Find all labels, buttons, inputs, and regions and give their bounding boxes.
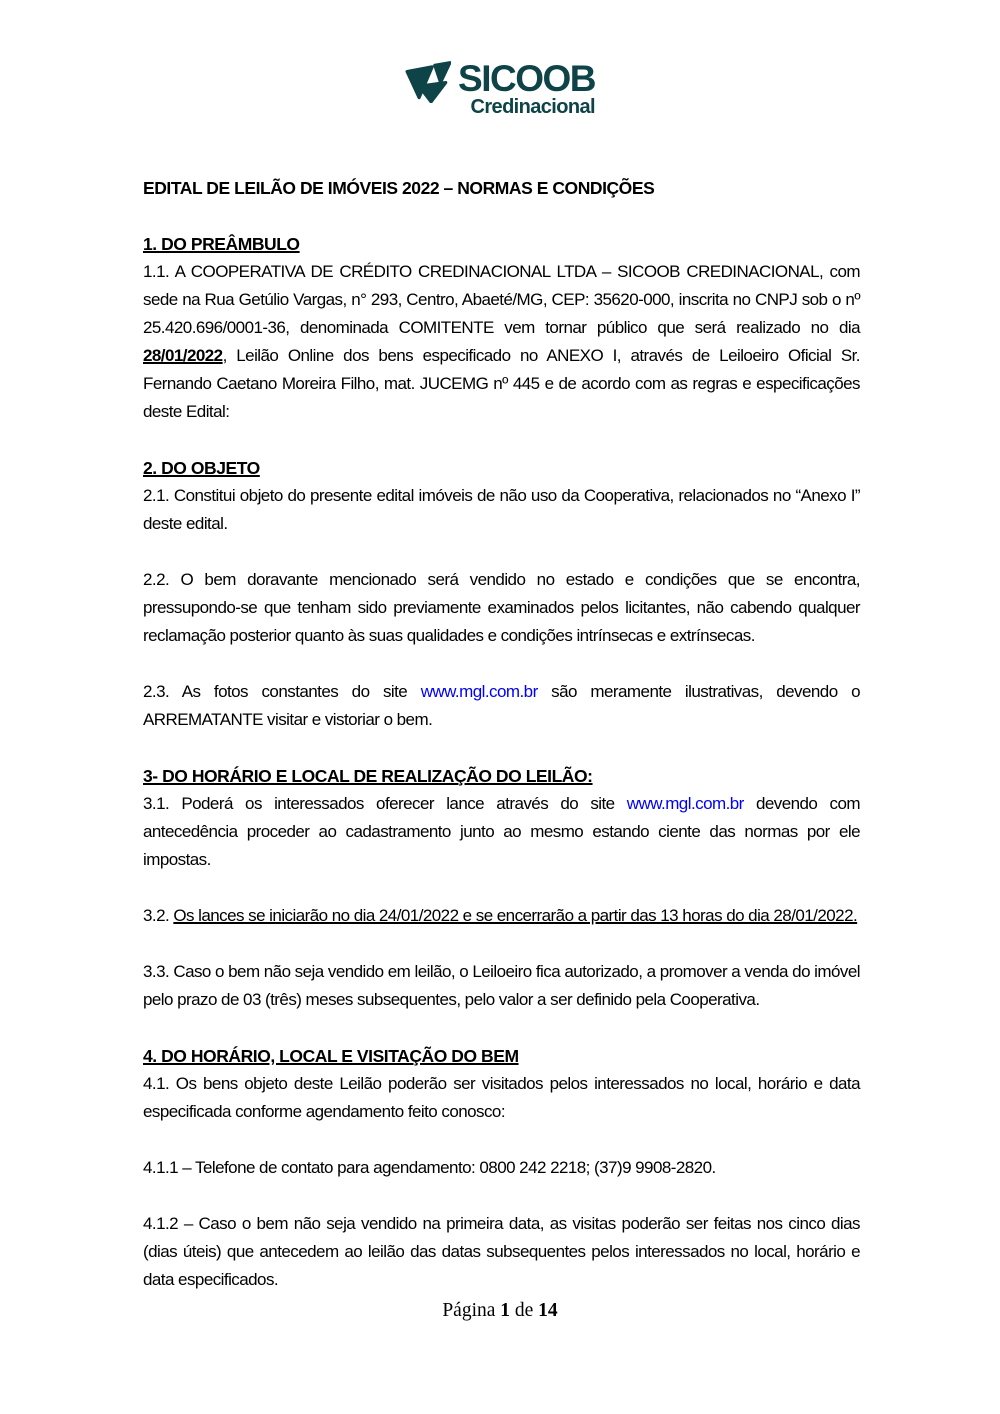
paragraph-text: 1.1. A COOPERATIVA DE CRÉDITO CREDINACIONAL LTDA – SICOOB CREDINACIONAL, com sede na Rua Getúlio Vargas, n° 293, Centro, Abaeté/MG, CEP: 35620-000, inscrita no CNPJ sob o nº 25.420.696/0001-36, denominada COMITENTE vem tornar público que será realizado no dia xyxy=(143,262,860,337)
paragraph-text: 3.1. Poderá os interessados oferecer lance através do site xyxy=(143,794,627,813)
paragraph-text: 2.3. As fotos constantes do site xyxy=(143,682,421,701)
document-content xyxy=(143,174,860,1294)
auction-date-emphasis: 28/01/2022 xyxy=(143,346,223,365)
section-heading-horario-leilao: 3- DO HORÁRIO E LOCAL DE REALIZAÇÃO DO LEILÃO: xyxy=(143,766,593,786)
paragraph-text: devendo com antecedência proceder ao cadastramento junto ao mesmo estando ciente das normas por ele impostas. xyxy=(143,794,860,869)
mgl-website-link[interactable]: www.mgl.com.br xyxy=(626,794,744,813)
paragraph-3-3: 3.3. Caso o bem não seja vendido em leilão, o Leiloeiro fica autorizado, a promover a venda do imóvel pelo prazo de 03 (três) meses subsequentes, pelo valor a ser definido pela Cooperativa. xyxy=(143,962,860,1009)
paragraph-2-1: 2.1. Constitui objeto do presente edital imóveis de não uso da Cooperativa, relacionados no “Anexo I” deste edital. xyxy=(143,486,860,533)
paragraph-2-2: 2.2. O bem doravante mencionado será vendido no estado e condições que se encontra, pressupondo-se que tenham sido previamente examinados pelos licitantes, não cabendo qualquer reclamação posterior quanto às suas qualidades e condições intrínsecas e extrínsecas. xyxy=(143,570,860,645)
paragraph-4-1-2: 4.1.2 – Caso o bem não seja vendido na primeira data, as visitas poderão ser feitas nos cinco dias (dias úteis) que antecedem ao leilão das datas subsequentes pelos interessados no local, horário e data especificados. xyxy=(143,1214,860,1289)
mgl-website-link[interactable]: www.mgl.com.br xyxy=(420,682,538,701)
page-total: 14 xyxy=(538,1300,558,1321)
paragraph-number: 3.2. xyxy=(143,906,174,925)
document-title: EDITAL DE LEILÃO DE IMÓVEIS 2022 – NORMAS E CONDIÇÕES xyxy=(143,178,655,198)
sicoob-logo-icon xyxy=(405,61,451,103)
footer-label: Página xyxy=(442,1300,501,1321)
logo-text xyxy=(458,60,595,118)
section-heading-preambulo: 1. DO PREÂMBULO xyxy=(143,234,300,254)
paragraph-4-1-1: 4.1.1 – Telefone de contato para agendamento: 0800 242 2218; (37)9 9908-2820. xyxy=(143,1158,716,1177)
logo-brand-text: SICOOB xyxy=(458,58,595,99)
paragraph-text: são meramente ilustrativas, devendo o ARREMATANTE visitar e vistoriar o bem. xyxy=(143,682,860,729)
paragraph-3-2 xyxy=(143,902,860,930)
page-number: 1 xyxy=(500,1300,511,1321)
paragraph-1-1 xyxy=(143,258,860,426)
section-heading-objeto: 2. DO OBJETO xyxy=(143,458,260,478)
paragraph-4-1: 4.1. Os bens objeto deste Leilão poderão ser visitados pelos interessados no local, horário e data especificada conforme agendamento feito conosco: xyxy=(143,1074,860,1121)
paragraph-2-3 xyxy=(143,678,860,734)
paragraph-text: , Leilão Online dos bens especificado no ANEXO I, através de Leiloeiro Oficial Sr. Fernando Caetano Moreira Filho, mat. JUCEMG nº 445 e de acordo com as regras e especificações deste Edital: xyxy=(143,346,860,421)
logo-subbrand-text: Credinacional xyxy=(470,96,595,118)
logo xyxy=(0,0,1000,118)
page-footer xyxy=(0,1300,1000,1322)
section-heading-visitacao: 4. DO HORÁRIO, LOCAL E VISITAÇÃO DO BEM xyxy=(143,1046,519,1066)
bid-period-emphasis: Os lances se iniciarão no dia 24/01/2022 e se encerrarão a partir das 13 horas do dia 28/01/2022. xyxy=(173,906,858,925)
paragraph-3-1 xyxy=(143,790,860,874)
footer-of: de xyxy=(510,1300,539,1321)
